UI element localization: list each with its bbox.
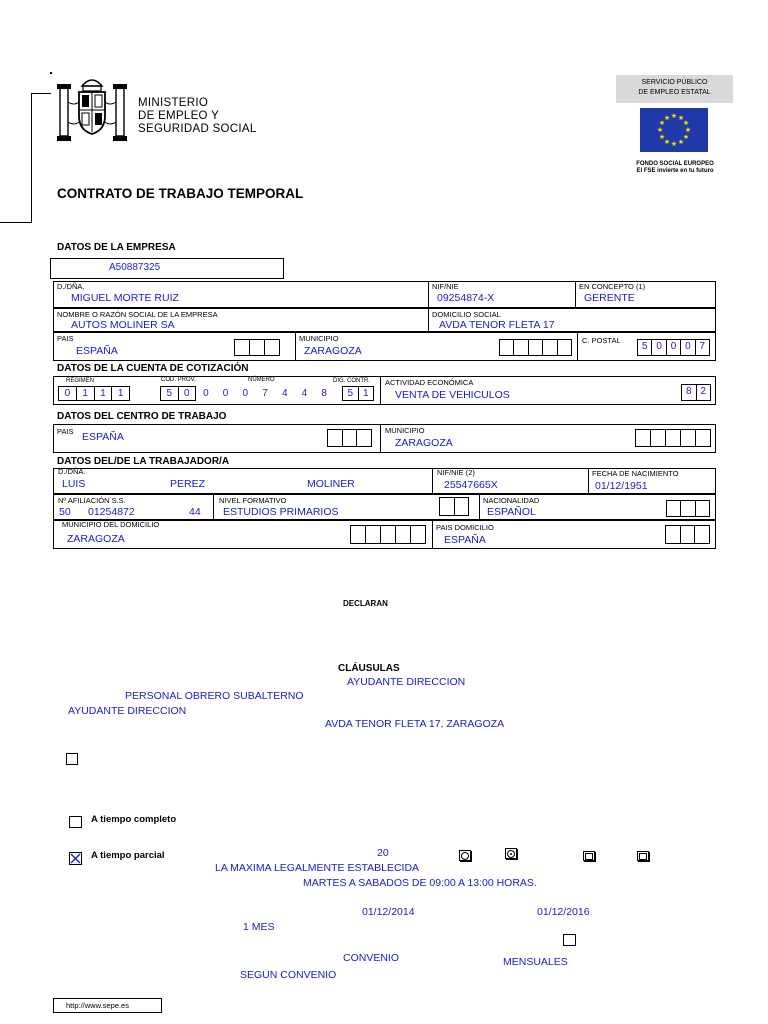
jornada-field[interactable]: LA MAXIMA LEGALMENTE ESTABLECIDA (215, 862, 420, 874)
empresa-domicilio[interactable]: AVDA TENOR FLETA 17 (439, 319, 555, 331)
trabajador-nif-label: NIF/NIE (2) (437, 468, 475, 477)
centro-municipio-code-boxes[interactable] (635, 429, 711, 447)
muni-dom-label: MUNICIPIO DEL DOMICILIO (62, 520, 160, 529)
cot-digit: 1 (76, 387, 94, 400)
divider (213, 494, 214, 520)
nacionalidad-label: NACIONALIDAD (483, 496, 540, 505)
cod-prov-boxes[interactable] (160, 386, 196, 401)
cot-digit: 8 (321, 388, 327, 399)
nivel-label: NIVEL FORMATIVO (219, 496, 287, 505)
footer-url-box (53, 998, 162, 1013)
svg-text:★: ★ (677, 138, 685, 146)
convenio-field[interactable]: CONVENIO (343, 952, 400, 964)
empresa-municipio[interactable]: ZARAGOZA (304, 345, 362, 357)
cot-digit: 0 (242, 388, 249, 399)
regimen-boxes[interactable] (58, 386, 130, 401)
sepe-line-1: SERVICIO PÚBLICO (641, 79, 708, 86)
cot-digit: 0 (222, 388, 229, 399)
trabajador-apellido1[interactable]: PEREZ (170, 478, 206, 490)
fse-caption (620, 161, 730, 175)
clausulas-heading: CLÁUSULAS (338, 663, 400, 674)
trabajador-dna-label: D./DÑA. (58, 467, 86, 476)
centro-pais-label: PAIS (57, 427, 74, 436)
divider (380, 424, 381, 453)
cp-digit: 0 (680, 340, 694, 355)
divider (588, 468, 589, 494)
empresa-concepto-label: EN CONCEPTO (1) (579, 282, 646, 291)
cod-prov-label: COD. PROV. (161, 377, 196, 383)
centro-pais[interactable]: ESPAÑA (82, 431, 124, 443)
actividad-code-boxes[interactable] (681, 384, 711, 401)
tiempo-parcial-label: A tiempo parcial (91, 850, 165, 861)
svg-text:★: ★ (670, 140, 678, 148)
trabajador-fecha-label: FECHA DE NACIMIENTO (592, 469, 679, 478)
empresa-nif-label: NIF/NIE (432, 282, 459, 291)
actividad-label: ACTIVIDAD ECONÓMICA (385, 378, 474, 387)
cot-digit: 0 (178, 387, 196, 400)
empresa-municipio-label: MUNICIPIO (299, 334, 339, 343)
horas-field[interactable]: 20 (377, 847, 389, 859)
ministry-line-3: SEGURIDAD SOCIAL (138, 123, 257, 135)
dig-contr-label: DIG. CONTR. (333, 378, 370, 384)
afiliacion-control[interactable]: 44 (189, 506, 201, 518)
ministry-line-2: DE EMPLEO Y (138, 110, 220, 122)
ministry-line-1: MINISTERIO (138, 97, 209, 109)
grupo-profesional-field[interactable]: PERSONAL OBRERO SUBALTERNO (125, 690, 304, 702)
check-x-icon (70, 853, 81, 864)
empresa-pais-label: PAIS (57, 334, 74, 343)
empresa-razon[interactable]: AUTOS MOLINER SA (71, 319, 175, 331)
act-digit: 8 (685, 386, 692, 397)
numero-label: NÚMERO (248, 377, 275, 383)
cot-digit: 4 (301, 388, 308, 399)
pais-dom[interactable]: ESPAÑA (444, 534, 486, 546)
cot-digit: 4 (281, 388, 288, 399)
empresa-pais-code-boxes[interactable] (234, 339, 280, 356)
empresa-cp-boxes[interactable] (637, 339, 710, 356)
pais-dom-label: PAIS DOMICILIO (436, 523, 494, 532)
footer-url[interactable]: http://www.sepe.es (66, 1001, 129, 1010)
cp-digit: 0 (666, 340, 680, 355)
nivel-formativo[interactable]: ESTUDIOS PRIMARIOS (223, 506, 339, 518)
divider (432, 520, 433, 549)
muni-dom-code-boxes[interactable] (350, 525, 426, 544)
empresa-dna[interactable]: MIGUEL MORTE RUIZ (71, 292, 179, 304)
svg-text:★: ★ (663, 114, 671, 122)
actividad[interactable]: VENTA DE VEHICULOS (395, 389, 510, 401)
sepe-line-2: DE EMPLEO ESTATAL (638, 89, 711, 96)
dig-contr-boxes[interactable] (342, 386, 374, 401)
page-title: CONTRATO DE TRABAJO TEMPORAL (57, 186, 304, 201)
trabajador-row-2 (53, 494, 716, 520)
section-trabajador: DATOS DEL/DE LA TRABAJADOR/A (57, 456, 230, 467)
periodo-option-4[interactable] (637, 851, 649, 861)
divider (577, 332, 578, 361)
svg-text:★: ★ (682, 133, 690, 141)
afiliacion-numero[interactable]: 01254872 (88, 506, 135, 518)
svg-text:★: ★ (658, 133, 666, 141)
afiliacion-provincia[interactable]: 50 (59, 506, 71, 518)
cot-digit: 0 (64, 388, 71, 399)
centro-municipio[interactable]: ZARAGOZA (395, 437, 453, 449)
nacionalidad-code-boxes[interactable] (666, 500, 710, 517)
retribucion-field[interactable]: SEGUN CONVENIO (240, 969, 337, 981)
coat-of-arms-logo (52, 72, 132, 146)
periodo-prueba-field[interactable]: 1 MES (243, 921, 275, 933)
trabajador-apellido2[interactable]: MOLINER (307, 478, 355, 490)
cp-digit: 5 (641, 341, 648, 352)
divider (380, 376, 381, 405)
svg-text:★: ★ (658, 119, 666, 127)
puesto-field[interactable]: AYUDANTE DIRECCION (347, 676, 466, 688)
svg-text:★: ★ (656, 126, 664, 134)
retribucion-periodo-field[interactable]: MENSUALES (503, 956, 568, 968)
nivel-code-boxes[interactable] (439, 497, 469, 516)
fse-line-1: FONDO SOCIAL EUROPEO (636, 161, 714, 167)
declaran-heading: DECLARAN (343, 599, 388, 608)
pais-dom-code-boxes[interactable] (665, 525, 710, 544)
puesto2-field[interactable]: AYUDANTE DIRECCION (68, 705, 187, 717)
empresa-cp-label: C. POSTAL (582, 336, 621, 345)
margin-line-vertical (31, 93, 32, 223)
divider (432, 468, 433, 494)
centro-municipio-label: MUNICIPIO (385, 426, 425, 435)
cot-digit: 7 (262, 388, 268, 399)
divider (428, 281, 429, 308)
act-digit: 2 (696, 385, 711, 400)
trabajador-nombre[interactable]: LUIS (62, 478, 86, 490)
empresa-domicilio-label: DOMICILIO SOCIAL (432, 310, 501, 319)
tiempo-completo-label: A tiempo completo (91, 814, 177, 825)
prorroga-checkbox[interactable] (563, 934, 576, 946)
cot-digit: 1 (111, 387, 129, 400)
empresa-cif: A50887325 (109, 262, 161, 273)
fse-line-2: El FSE invierte en tu futuro (636, 168, 714, 174)
empresa-concepto[interactable]: GERENTE (584, 292, 635, 304)
periodo-option-3[interactable] (583, 851, 595, 861)
cot-digit: 5 (347, 388, 354, 399)
empresa-municipio-code-boxes[interactable] (499, 339, 572, 356)
section-cotizacion: DATOS DE LA CUENTA DE COTIZACIÓN (57, 363, 249, 374)
fecha-fin-field[interactable]: 01/12/2016 (537, 906, 590, 918)
cp-digit: 0 (651, 340, 665, 355)
cot-digit: 1 (94, 387, 112, 400)
periodo-option-1[interactable] (459, 850, 471, 861)
ministry-name (138, 97, 257, 136)
cot-digit: 5 (166, 388, 173, 399)
svg-text:★: ★ (684, 126, 692, 134)
divider (295, 332, 296, 361)
eu-flag-logo (640, 108, 708, 152)
empresa-cif-field[interactable] (50, 258, 284, 279)
divider (428, 308, 429, 332)
nacionalidad[interactable]: ESPAÑOL (487, 506, 536, 518)
empresa-razon-label: NOMBRE O RAZÓN SOCIAL DE LA EMPRESA (57, 310, 218, 319)
svg-text:★: ★ (682, 119, 690, 127)
section-empresa: DATOS DE LA EMPRESA (57, 242, 176, 253)
horario-field[interactable]: MARTES A SABADOS DE 09:00 A 13:00 HORAS. (303, 877, 537, 889)
svg-text:★: ★ (677, 114, 685, 122)
margin-line-top (31, 93, 51, 94)
section-centro: DATOS DEL CENTRO DE TRABAJO (57, 411, 227, 422)
fecha-inicio-field[interactable]: 01/12/2014 (362, 906, 415, 918)
tiempo-parcial-checkbox[interactable] (69, 852, 82, 865)
afiliacion-label: Nº AFILIACIÓN S.S. (58, 496, 126, 505)
clause-checkbox[interactable] (66, 753, 78, 765)
regimen-label: RÉGIMEN (66, 378, 95, 384)
divider (575, 281, 576, 308)
numero-digits[interactable] (196, 386, 334, 401)
trabajador-fecha[interactable]: 01/12/1951 (595, 480, 648, 492)
trabajador-nif[interactable]: 25547665X (444, 479, 498, 491)
divider (479, 494, 480, 520)
centro-pais-code-boxes[interactable] (327, 429, 372, 447)
periodo-option-2[interactable] (505, 848, 517, 859)
cot-digit: 0 (203, 388, 209, 399)
empresa-nif[interactable]: 09254874-X (437, 292, 495, 304)
svg-text:★: ★ (663, 138, 671, 146)
margin-line-bottom (0, 222, 32, 223)
cp-digit: 7 (695, 340, 709, 355)
empresa-dna-label: D./DÑA. (57, 282, 85, 291)
sepe-box (616, 75, 733, 103)
muni-dom[interactable]: ZARAGOZA (67, 533, 125, 545)
tiempo-completo-checkbox[interactable] (69, 816, 82, 828)
centro-direccion-field[interactable]: AVDA TENOR FLETA 17, ZARAGOZA (325, 718, 505, 730)
cot-digit: 1 (358, 387, 374, 400)
svg-text:★: ★ (670, 112, 678, 120)
empresa-pais[interactable]: ESPAÑA (76, 345, 118, 357)
